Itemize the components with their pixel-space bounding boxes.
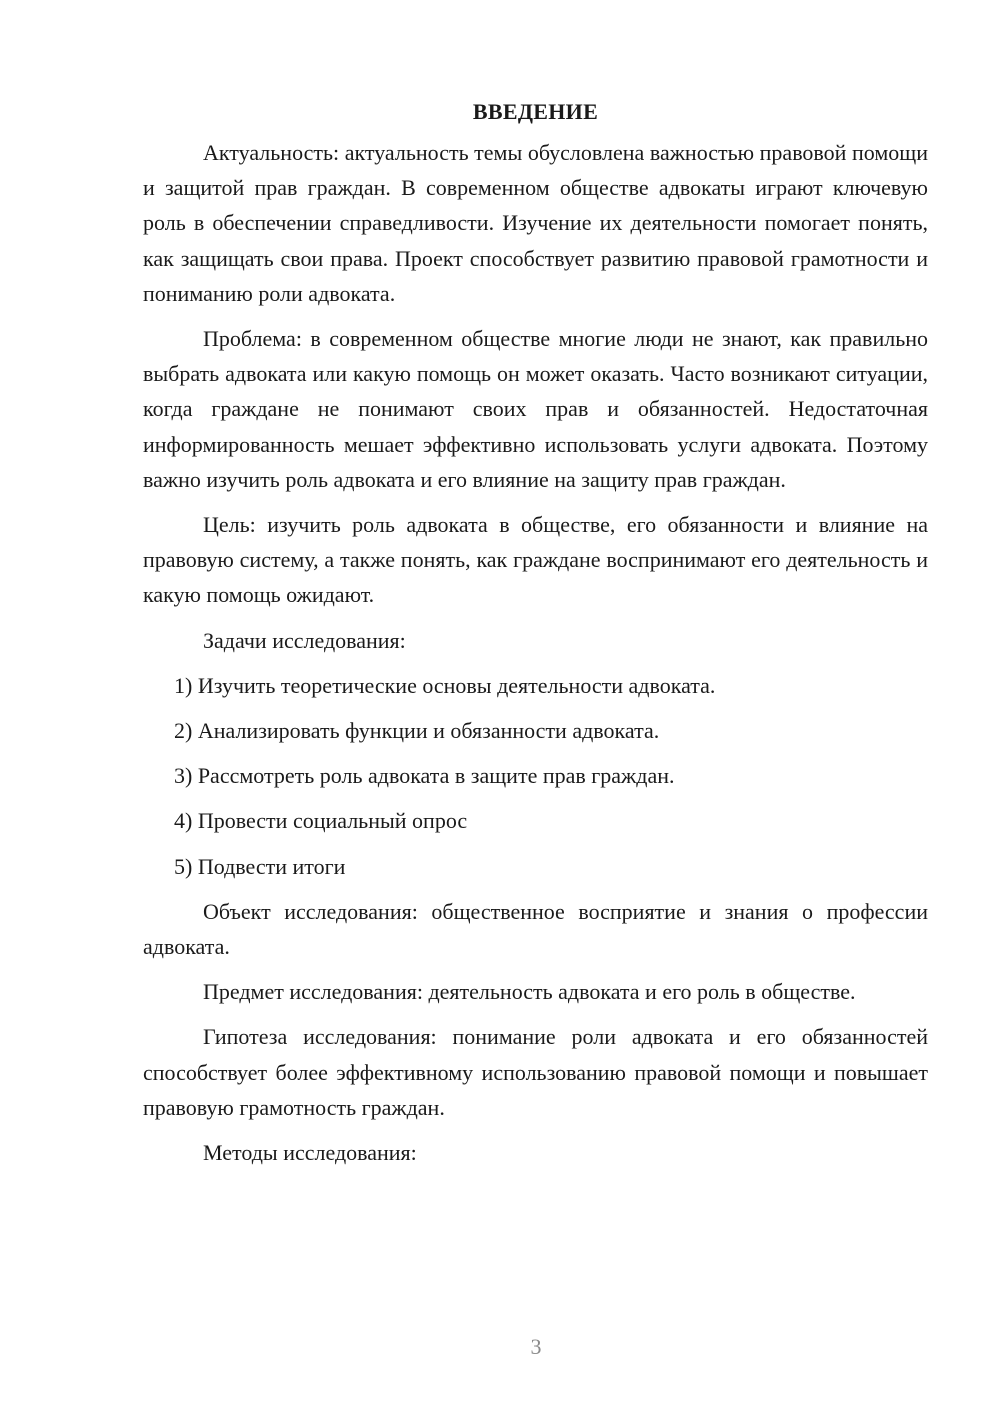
subject-paragraph: Предмет исследования: деятельность адвоката и его роль в обществе. <box>203 979 856 1005</box>
task-item: 4) Провести социальный опрос <box>174 808 468 834</box>
hypothesis-paragraph: Гипотеза исследования: понимание роли адвоката и его обязанностей способствует более эффективному использованию правовой помощи и повышает правовую грамотность граждан. <box>143 1024 928 1120</box>
task-item: 1) Изучить теоретические основы деятельности адвоката. <box>174 672 716 698</box>
goal-paragraph: Цель: изучить роль адвоката в обществе, его обязанности и влияние на правовую систему, а также понять, как граждане воспринимают его деятельность и какую помощь ожидают. <box>143 512 928 608</box>
page-title: ВВЕДЕНИЕ <box>472 99 599 124</box>
page-number: 3 <box>530 1334 542 1359</box>
task-item: 2) Анализировать функции и обязанности адвоката. <box>174 718 660 744</box>
relevance-paragraph: Актуальность: актуальность темы обусловлена важностью правовой помощи и защитой прав граждан. В современном обществе адвокаты играют ключевую роль в обеспечении справедливости. Изучение их деятельности помогает понять, как защищать свои права. Проект способствует развитию правовой грамотности и пониманию роли адвоката. <box>143 140 928 306</box>
problem-paragraph: Проблема: в современном обществе многие люди не знают, как правильно выбрать адвоката или какую помощь он может оказать. Часто возникают ситуации, когда граждане не понимают своих прав и обязанностей. Недостаточная информированность мешает эффективно использовать услуги адвоката. Поэтому важно изучить роль адвоката и его влияние на защиту прав граждан. <box>143 326 928 492</box>
tasks-heading: Задачи исследования: <box>203 627 406 653</box>
methods-heading: Методы исследования: <box>203 1140 417 1166</box>
task-item: 5) Подвести итоги <box>174 853 346 879</box>
page-content <box>143 94 928 1180</box>
object-paragraph: Объект исследования: общественное восприятие и знания о профессии адвоката. <box>143 898 928 960</box>
task-item: 3) Рассмотреть роль адвоката в защите прав граждан. <box>174 763 675 789</box>
